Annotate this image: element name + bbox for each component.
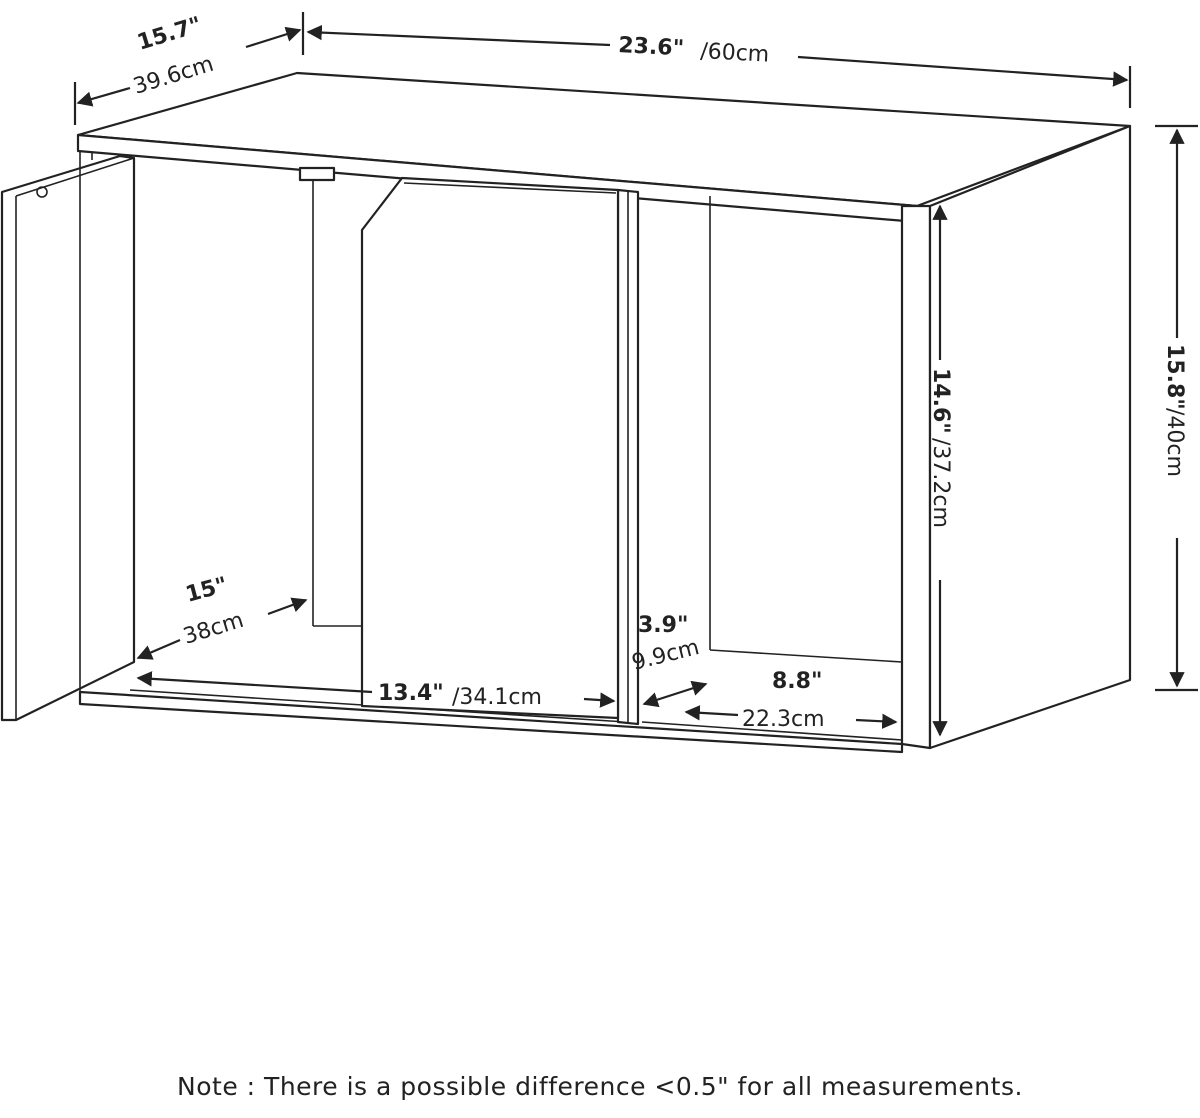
right-depth-cm-label: 9.9cm [629, 634, 702, 676]
total-height-cm-label: /40cm [1162, 408, 1187, 477]
cabinet-body [2, 73, 1130, 752]
right-side-panel [902, 206, 930, 748]
total-height-dimension [1155, 126, 1198, 690]
width-inch-label: 23.6" [617, 33, 685, 62]
width-cm-label: /60cm [699, 39, 770, 68]
total-height-inch-label: 15.8" [1162, 344, 1187, 410]
inner-height-inch-label: 14.6" [928, 368, 953, 434]
right-depth-dimension [629, 613, 706, 704]
left-width-cm-label: /34.1cm [452, 685, 542, 710]
right-side-outer [930, 126, 1130, 748]
hinge-icon [300, 168, 334, 180]
depth-cm-label: 39.6cm [130, 51, 217, 100]
left-depth-dimension [138, 573, 306, 658]
measurement-note: Note : There is a possible difference <0.5" for all measurements. [177, 1072, 1023, 1101]
inner-height-cm-label: /37.2cm [928, 438, 953, 528]
left-door [2, 156, 134, 720]
right-width-dimension [686, 669, 896, 732]
right-width-cm-label: 22.3cm [742, 707, 825, 732]
depth-inch-label: 15.7" [134, 12, 205, 56]
right-width-inch-label: 8.8" [772, 669, 823, 694]
left-depth-inch-label: 15" [183, 572, 231, 608]
inner-door [362, 178, 618, 718]
right-depth-inch-label: 3.9" [638, 613, 689, 638]
left-width-inch-label: 13.4" [378, 681, 444, 706]
left-depth-cm-label: 38cm [180, 607, 247, 650]
